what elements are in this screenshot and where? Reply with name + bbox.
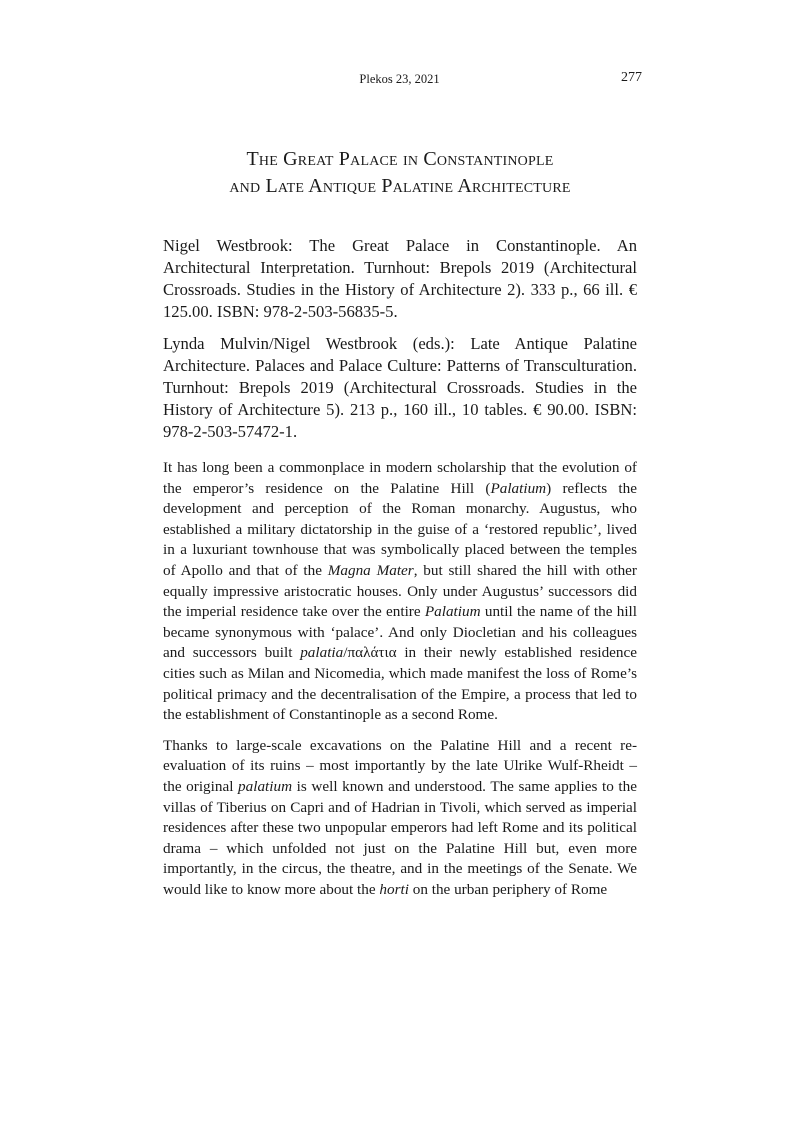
reviewed-books <box>163 235 637 453</box>
page-number: 277 <box>621 70 642 85</box>
text-run: , but still shared the hill with other equally impressive aristocratic houses. Only under Augustus’ successors did the imperial residence take over the entire <box>163 561 637 621</box>
text-run: until the name of the hill became synonymous with ‘palace’. And only Diocletian and his colleagues and successors built <box>163 603 637 662</box>
text-run: /παλάτια in their newly established residence cities such as Milan and Nicomedia, which made manifest the loss of Rome’s political primacy and the decentralisation of the Empire, a process that led to the establishment of Constantinople as a second Rome. <box>163 644 637 724</box>
italic-term: palatium <box>238 777 293 795</box>
text-run: on the urban periphery of Rome <box>408 880 608 898</box>
book-reference-1: Nigel Westbrook: The Great Palace in Constantinople. An Architectural Interpretation. Turnhout: Brepols 2019 (Architectural Crossroads. Studies in the History of Architecture 2). 333 p., 66 ill. € 125.00. ISBN: 978-2-503-56835-5. <box>163 236 637 321</box>
running-head: Plekos 23, 2021 <box>359 72 440 86</box>
italic-term: Palatium <box>490 479 547 497</box>
review-body <box>163 458 637 910</box>
body-paragraph-1 <box>163 458 637 726</box>
text-run: It has long been a commonplace in modern scholarship that the evolution of the emperor’s residence on the Palatine Hill ( <box>163 459 637 497</box>
italic-term: Palatium <box>424 603 481 621</box>
body-paragraph-2 <box>163 736 637 901</box>
italic-term: palatia <box>300 644 344 662</box>
text-run: is well known and understood. The same applies to the villas of Tiberius on Capri and of Hadrian in Tivoli, which served as imperial residences after these two unpopular emperors had left Rome and its political drama – which unfolded not just on the Palatine Hill but, even more importantly, in the circus, the theatre, and in the meetings of the Senate. We would like to know more about the <box>163 777 637 898</box>
italic-term: Magna Mater <box>327 561 414 579</box>
text-run: Thanks to large-scale excavations on the Palatine Hill and a recent re-evaluation of its ruins – most importantly by the late Ulrike Wulf-Rheidt – the original <box>163 736 637 795</box>
article-title <box>163 146 637 200</box>
italic-term: horti <box>379 880 409 898</box>
title-line-1: The Great Palace in Constantinople <box>246 148 554 170</box>
text-run: ) reflects the development and perception of the Roman monarchy. Augustus, who established a military dictatorship in the guise of a ‘restored republic’, lived in a luxuriant townhouse that was symbolically placed between the temples of Apollo and that of the <box>163 479 637 579</box>
title-line-2: and Late Antique Palatine Architecture <box>229 175 571 197</box>
book-reference-2: Lynda Mulvin/Nigel Westbrook (eds.): Late Antique Palatine Architecture. Palaces and Palace Culture: Patterns of Transculturation. Turnhout: Brepols 2019 (Architectural Crossroads. Studies in the History of Architecture 5). 213 p., 160 ill., 10 tables. € 90.00. ISBN: 978-2-503-57472-1. <box>163 334 637 441</box>
